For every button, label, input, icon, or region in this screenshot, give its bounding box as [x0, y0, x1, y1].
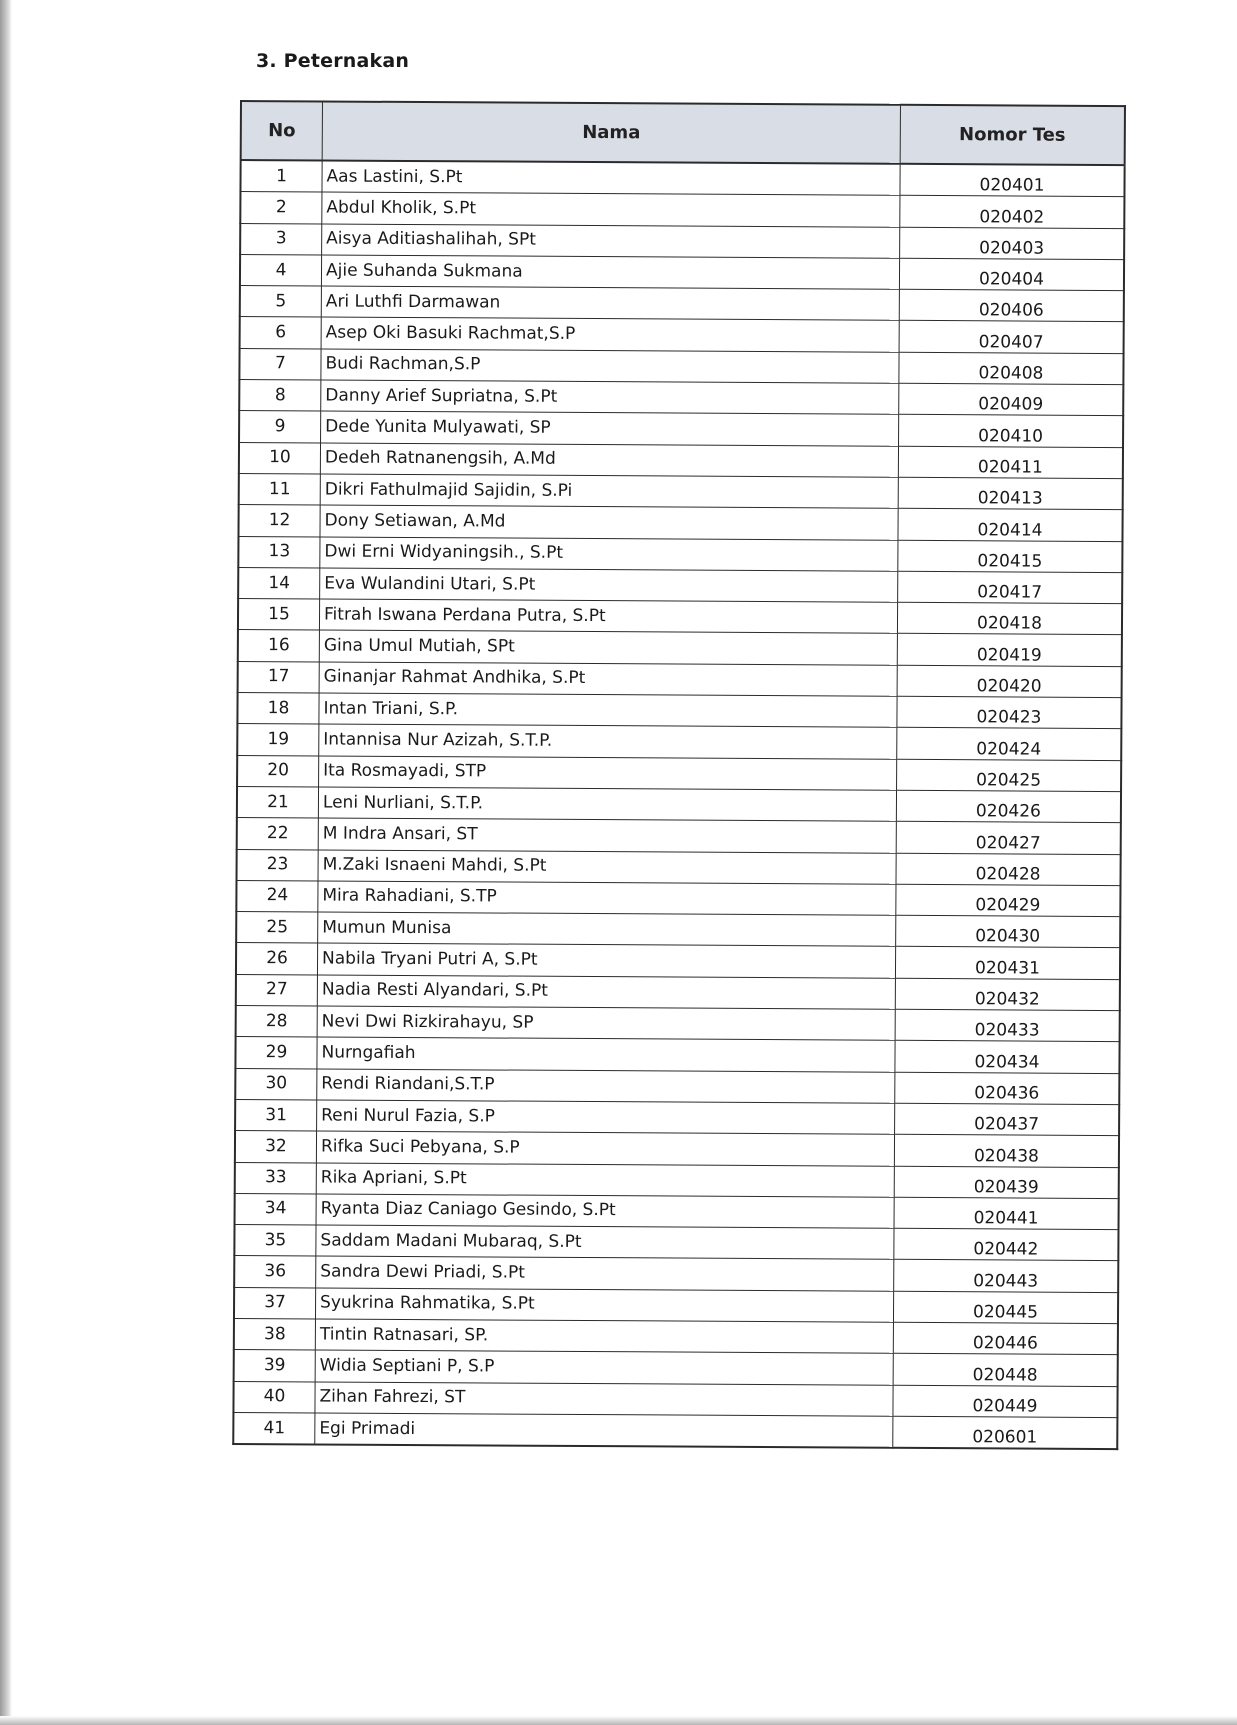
cell-nomor-tes: 020436	[895, 1072, 1120, 1105]
table-row	[239, 411, 1123, 447]
cell-no: 11	[239, 473, 321, 505]
table-row	[240, 286, 1124, 322]
cell-nomor-tes: 020408	[899, 352, 1124, 385]
cell-nama: Reni Nurul Fazia, S.P	[317, 1100, 895, 1135]
cell-nama: Nadia Resti Alyandari, S.Pt	[317, 975, 895, 1010]
cell-nomor-tes: 020424	[897, 728, 1122, 761]
cell-no: 36	[234, 1256, 316, 1288]
cell-nomor-tes: 020601	[893, 1416, 1118, 1449]
cell-nomor-tes: 020439	[894, 1166, 1119, 1199]
cell-nama: Eva Wulandini Utari, S.Pt	[320, 568, 898, 603]
table-row	[237, 693, 1121, 729]
table-row	[238, 505, 1122, 541]
cell-nomor-tes: 020428	[896, 853, 1121, 886]
cell-nama: Nurngafiah	[317, 1037, 895, 1072]
table-row	[240, 317, 1124, 353]
header-row	[241, 101, 1125, 165]
cell-nama: Egi Primadi	[315, 1413, 893, 1448]
header-no: No	[241, 101, 323, 160]
cell-no: 22	[237, 818, 319, 850]
table-row	[236, 912, 1120, 948]
cell-nama: Dikri Fathulmajid Sajidin, S.Pi	[320, 474, 898, 509]
cell-nomor-tes: 020404	[899, 258, 1124, 291]
cell-nama: Ajie Suhanda Sukmana	[321, 255, 899, 290]
table-row	[234, 1287, 1118, 1323]
cell-nama: Rifka Suci Pebyana, S.P	[316, 1131, 894, 1166]
cell-nomor-tes: 020427	[896, 822, 1121, 855]
cell-no: 18	[237, 693, 319, 725]
cell-no: 19	[237, 724, 319, 756]
table-row	[240, 160, 1124, 197]
cell-nama: Abdul Kholik, S.Pt	[322, 192, 900, 227]
cell-nomor-tes: 020411	[898, 446, 1123, 479]
cell-no: 4	[240, 254, 322, 286]
cell-no: 38	[234, 1318, 316, 1350]
table-row	[238, 599, 1122, 635]
cell-no: 27	[236, 974, 318, 1006]
cell-nomor-tes: 020448	[893, 1354, 1118, 1387]
cell-nama: Rendi Riandani,S.T.P	[317, 1069, 895, 1104]
table-row	[236, 943, 1120, 979]
table-row	[235, 1037, 1119, 1073]
cell-nama: Intannisa Nur Azizah, S.T.P.	[319, 724, 897, 759]
cell-no: 20	[237, 755, 319, 787]
table-row	[233, 1381, 1117, 1417]
cell-nama: Dwi Erni Widyaningsih., S.Pt	[320, 537, 898, 572]
cell-no: 3	[240, 223, 322, 255]
cell-no: 9	[239, 411, 321, 443]
cell-no: 30	[235, 1068, 317, 1100]
cell-nomor-tes: 020409	[899, 383, 1124, 416]
cell-nama: Dony Setiawan, A.Md	[320, 505, 898, 540]
cell-nomor-tes: 020415	[898, 540, 1123, 573]
cell-nomor-tes: 020432	[895, 978, 1120, 1011]
cell-nama: Ginanjar Rahmat Andhika, S.Pt	[319, 662, 897, 697]
cell-nomor-tes: 020437	[895, 1103, 1120, 1136]
cell-no: 32	[235, 1131, 317, 1163]
cell-nomor-tes: 020425	[897, 759, 1122, 792]
table-row	[237, 724, 1121, 760]
table-row	[233, 1412, 1117, 1449]
cell-nama: Ita Rosmayadi, STP	[319, 756, 897, 791]
cell-no: 37	[234, 1287, 316, 1319]
cell-nama: Saddam Madani Mubaraq, S.Pt	[316, 1225, 894, 1260]
cell-nomor-tes: 020430	[896, 915, 1121, 948]
cell-no: 21	[237, 786, 319, 818]
cell-nomor-tes: 020410	[899, 415, 1124, 448]
table-row	[238, 661, 1122, 697]
table-row	[239, 473, 1123, 509]
table-row	[236, 880, 1120, 916]
cell-nomor-tes: 020426	[896, 790, 1121, 823]
cell-no: 35	[234, 1225, 316, 1257]
cell-nama: Nabila Tryani Putri A, S.Pt	[317, 943, 895, 978]
cell-nomor-tes: 020429	[896, 884, 1121, 917]
cell-nama: Asep Oki Basuki Rachmat,S.P	[321, 317, 899, 352]
table-row	[237, 818, 1121, 854]
cell-nomor-tes: 020406	[899, 289, 1124, 322]
cell-nomor-tes: 020431	[895, 947, 1120, 980]
table-row	[237, 786, 1121, 822]
cell-nomor-tes: 020443	[894, 1260, 1119, 1293]
table-row	[236, 974, 1120, 1010]
cell-no: 28	[236, 1006, 318, 1038]
cell-nomor-tes: 020420	[897, 665, 1122, 698]
table-row	[240, 192, 1124, 228]
cell-nomor-tes: 020414	[898, 509, 1123, 542]
cell-nomor-tes: 020402	[900, 196, 1125, 229]
cell-no: 12	[238, 505, 320, 537]
participant-table-container	[232, 100, 1120, 1450]
cell-nama: M.Zaki Isnaeni Mahdi, S.Pt	[318, 849, 896, 884]
cell-nama: Syukrina Rahmatika, S.Pt	[315, 1288, 893, 1323]
cell-nama: Intan Triani, S.P.	[319, 693, 897, 728]
cell-nomor-tes: 020401	[900, 164, 1125, 197]
cell-nama: Dede Yunita Mulyawati, SP	[321, 411, 899, 446]
table-body	[233, 160, 1124, 1449]
cell-nama: Widia Septiani P, S.P	[315, 1350, 893, 1385]
cell-no: 24	[236, 880, 318, 912]
cell-nama: Mira Rahadiani, S.TP	[318, 881, 896, 916]
cell-nama: Rika Apriani, S.Pt	[316, 1162, 894, 1197]
table-row	[238, 567, 1122, 603]
cell-no: 40	[233, 1381, 315, 1413]
header-nama: Nama	[322, 101, 900, 163]
cell-nama: Mumun Munisa	[318, 912, 896, 947]
table-row	[235, 1068, 1119, 1104]
cell-nomor-tes: 020413	[898, 477, 1123, 510]
cell-no: 15	[238, 599, 320, 631]
cell-no: 23	[237, 849, 319, 881]
table-row	[235, 1162, 1119, 1198]
table-row	[234, 1318, 1118, 1354]
table-row	[235, 1131, 1119, 1167]
table-row	[238, 536, 1122, 572]
cell-nomor-tes: 020449	[893, 1385, 1118, 1418]
cell-nomor-tes: 020403	[900, 227, 1125, 260]
cell-nama: Sandra Dewi Priadi, S.Pt	[316, 1256, 894, 1291]
table-row	[238, 630, 1122, 666]
scan-shadow-left	[0, 0, 12, 1725]
cell-nomor-tes: 020417	[898, 571, 1123, 604]
table-row	[240, 254, 1124, 290]
scan-shadow-bottom	[0, 1716, 1237, 1725]
table-row	[239, 442, 1123, 478]
cell-no: 6	[240, 317, 322, 349]
cell-nama: Ari Luthfi Darmawan	[321, 286, 899, 321]
cell-no: 8	[239, 380, 321, 412]
cell-no: 10	[239, 442, 321, 474]
cell-nama: M Indra Ansari, ST	[318, 818, 896, 853]
cell-nomor-tes: 020407	[899, 321, 1124, 354]
cell-nomor-tes: 020418	[897, 602, 1122, 635]
cell-no: 5	[240, 286, 322, 318]
section-title: 3. Peternakan	[256, 50, 410, 72]
cell-nama: Gina Umul Mutiah, SPt	[319, 630, 897, 665]
header-nomor-tes: Nomor Tes	[900, 105, 1125, 165]
cell-nomor-tes: 020442	[894, 1228, 1119, 1261]
table-row	[234, 1256, 1118, 1292]
cell-no: 17	[238, 661, 320, 693]
cell-nomor-tes: 020445	[893, 1291, 1118, 1324]
table-row	[234, 1225, 1118, 1261]
table-row	[237, 849, 1121, 885]
cell-nama: Nevi Dwi Rizkirahayu, SP	[317, 1006, 895, 1041]
participant-table	[232, 100, 1126, 1450]
cell-no: 14	[238, 567, 320, 599]
cell-nama: Zihan Fahrezi, ST	[315, 1382, 893, 1417]
cell-no: 13	[238, 536, 320, 568]
table-row	[237, 755, 1121, 791]
table-row	[239, 348, 1123, 384]
cell-nomor-tes: 020446	[893, 1322, 1118, 1355]
cell-nomor-tes: 020423	[897, 696, 1122, 729]
cell-no: 7	[239, 348, 321, 380]
cell-no: 16	[238, 630, 320, 662]
cell-no: 34	[235, 1193, 317, 1225]
cell-nama: Danny Arief Supriatna, S.Pt	[321, 380, 899, 415]
cell-no: 33	[235, 1162, 317, 1194]
table-row	[235, 1193, 1119, 1229]
table-row	[235, 1099, 1119, 1135]
cell-no: 41	[233, 1412, 315, 1444]
cell-nomor-tes: 020419	[897, 634, 1122, 667]
cell-nomor-tes: 020438	[894, 1134, 1119, 1167]
cell-nama: Aas Lastini, S.Pt	[322, 160, 900, 195]
cell-no: 26	[236, 943, 318, 975]
table-header	[241, 101, 1125, 165]
cell-no: 2	[240, 192, 322, 224]
cell-no: 1	[240, 160, 322, 192]
cell-nomor-tes: 020434	[895, 1041, 1120, 1074]
cell-nama: Tintin Ratnasari, SP.	[315, 1319, 893, 1354]
cell-no: 39	[234, 1350, 316, 1382]
cell-nama: Aisya Aditiashalihah, SPt	[322, 224, 900, 259]
cell-no: 25	[236, 912, 318, 944]
table-row	[239, 380, 1123, 416]
cell-nomor-tes: 020433	[895, 1009, 1120, 1042]
table-row	[240, 223, 1124, 259]
cell-no: 31	[235, 1099, 317, 1131]
cell-nama: Budi Rachman,S.P	[321, 349, 899, 384]
cell-nama: Leni Nurliani, S.T.P.	[318, 787, 896, 822]
cell-nomor-tes: 020441	[894, 1197, 1119, 1230]
table-row	[234, 1350, 1118, 1386]
table-row	[236, 1006, 1120, 1042]
cell-nama: Dedeh Ratnanengsih, A.Md	[320, 443, 898, 478]
cell-no: 29	[235, 1037, 317, 1069]
cell-nama: Fitrah Iswana Perdana Putra, S.Pt	[319, 599, 897, 634]
cell-nama: Ryanta Diaz Caniago Gesindo, S.Pt	[316, 1194, 894, 1229]
